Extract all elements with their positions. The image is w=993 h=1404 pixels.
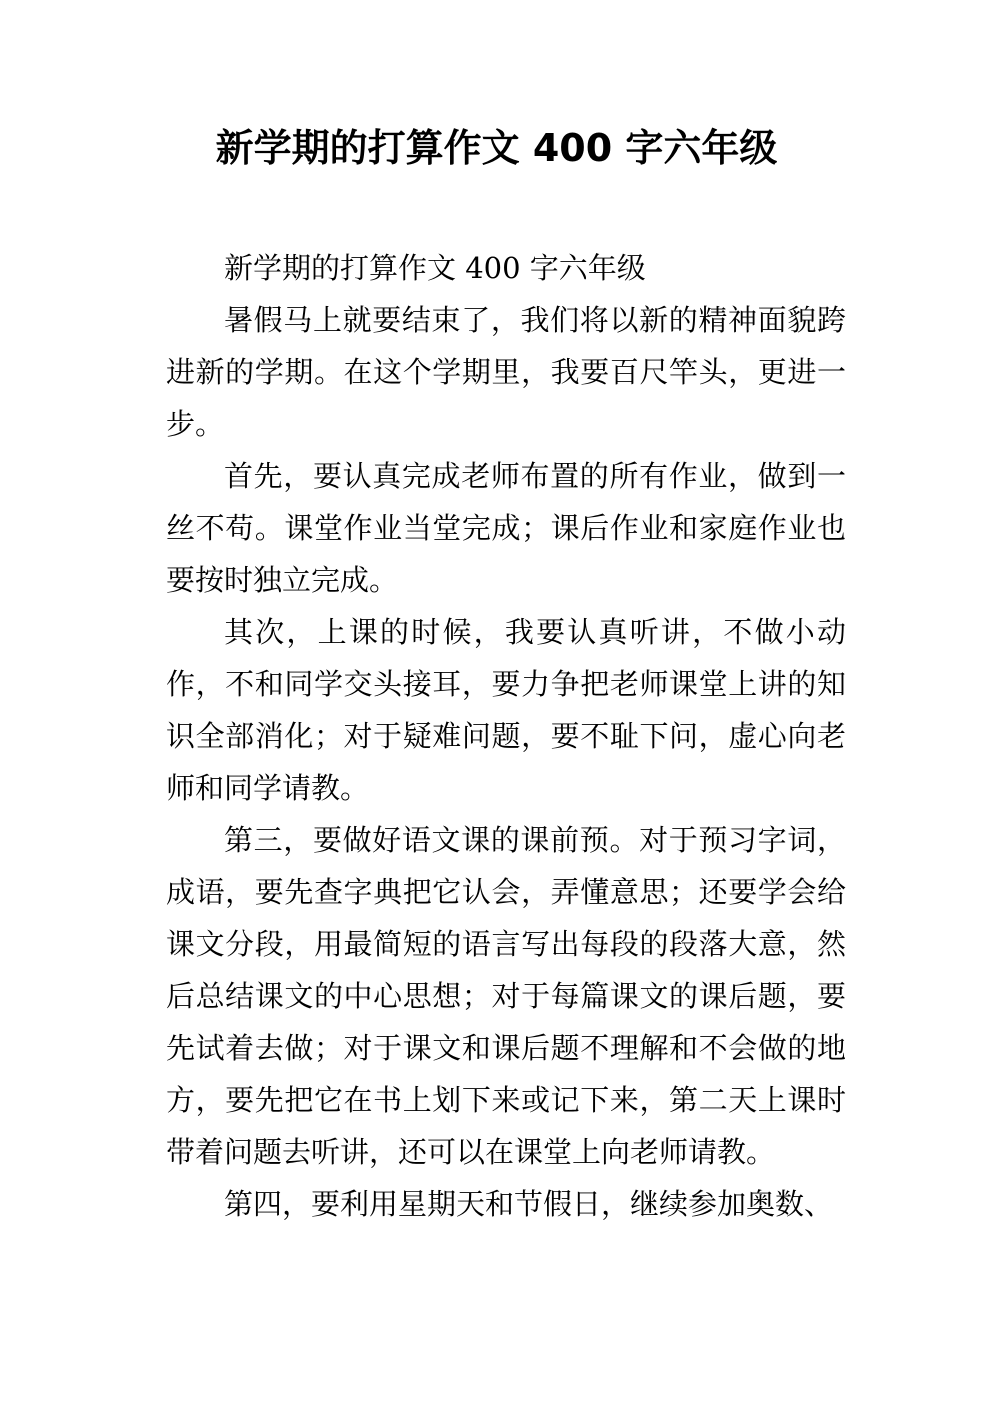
document-title: 新学期的打算作文 400 字六年级 bbox=[215, 126, 778, 170]
paragraph-first: 首先，要认真完成老师布置的所有作业，做到一丝不苟。课堂作业当堂完成；课后作业和家庭作业也要按时独立完成。 bbox=[166, 459, 846, 597]
paragraph-second: 其次，上课的时候，我要认真听讲，不做小动作，不和同学交头接耳，要力争把老师课堂上讲的知识全部消化；对于疑难问题，要不耻下问，虚心向老师和同学请教。 bbox=[166, 615, 846, 805]
paragraph-intro: 暑假马上就要结束了，我们将以新的精神面貌跨进新的学期。在这个学期里，我要百尺竿头，更进一步。 bbox=[166, 303, 846, 441]
paragraph-subtitle: 新学期的打算作文 400 字六年级 bbox=[224, 251, 646, 285]
document-body bbox=[166, 242, 846, 1230]
paragraph-fourth: 第四，要利用星期天和节假日，继续参加奥数、 bbox=[224, 1187, 834, 1221]
paragraph-third: 第三，要做好语文课的课前预。对于预习字词，成语，要先查字典把它认会，弄懂意思；还要学会给课文分段，用最简短的语言写出每段的段落大意，然后总结课文的中心思想；对于每篇课文的课后题，要先试着去做；对于课文和课后题不理解和不会做的地方，要先把它在书上划下来或记下来，第二天上课时带着问题去听讲，还可以在课堂上向老师请教。 bbox=[166, 823, 846, 1169]
